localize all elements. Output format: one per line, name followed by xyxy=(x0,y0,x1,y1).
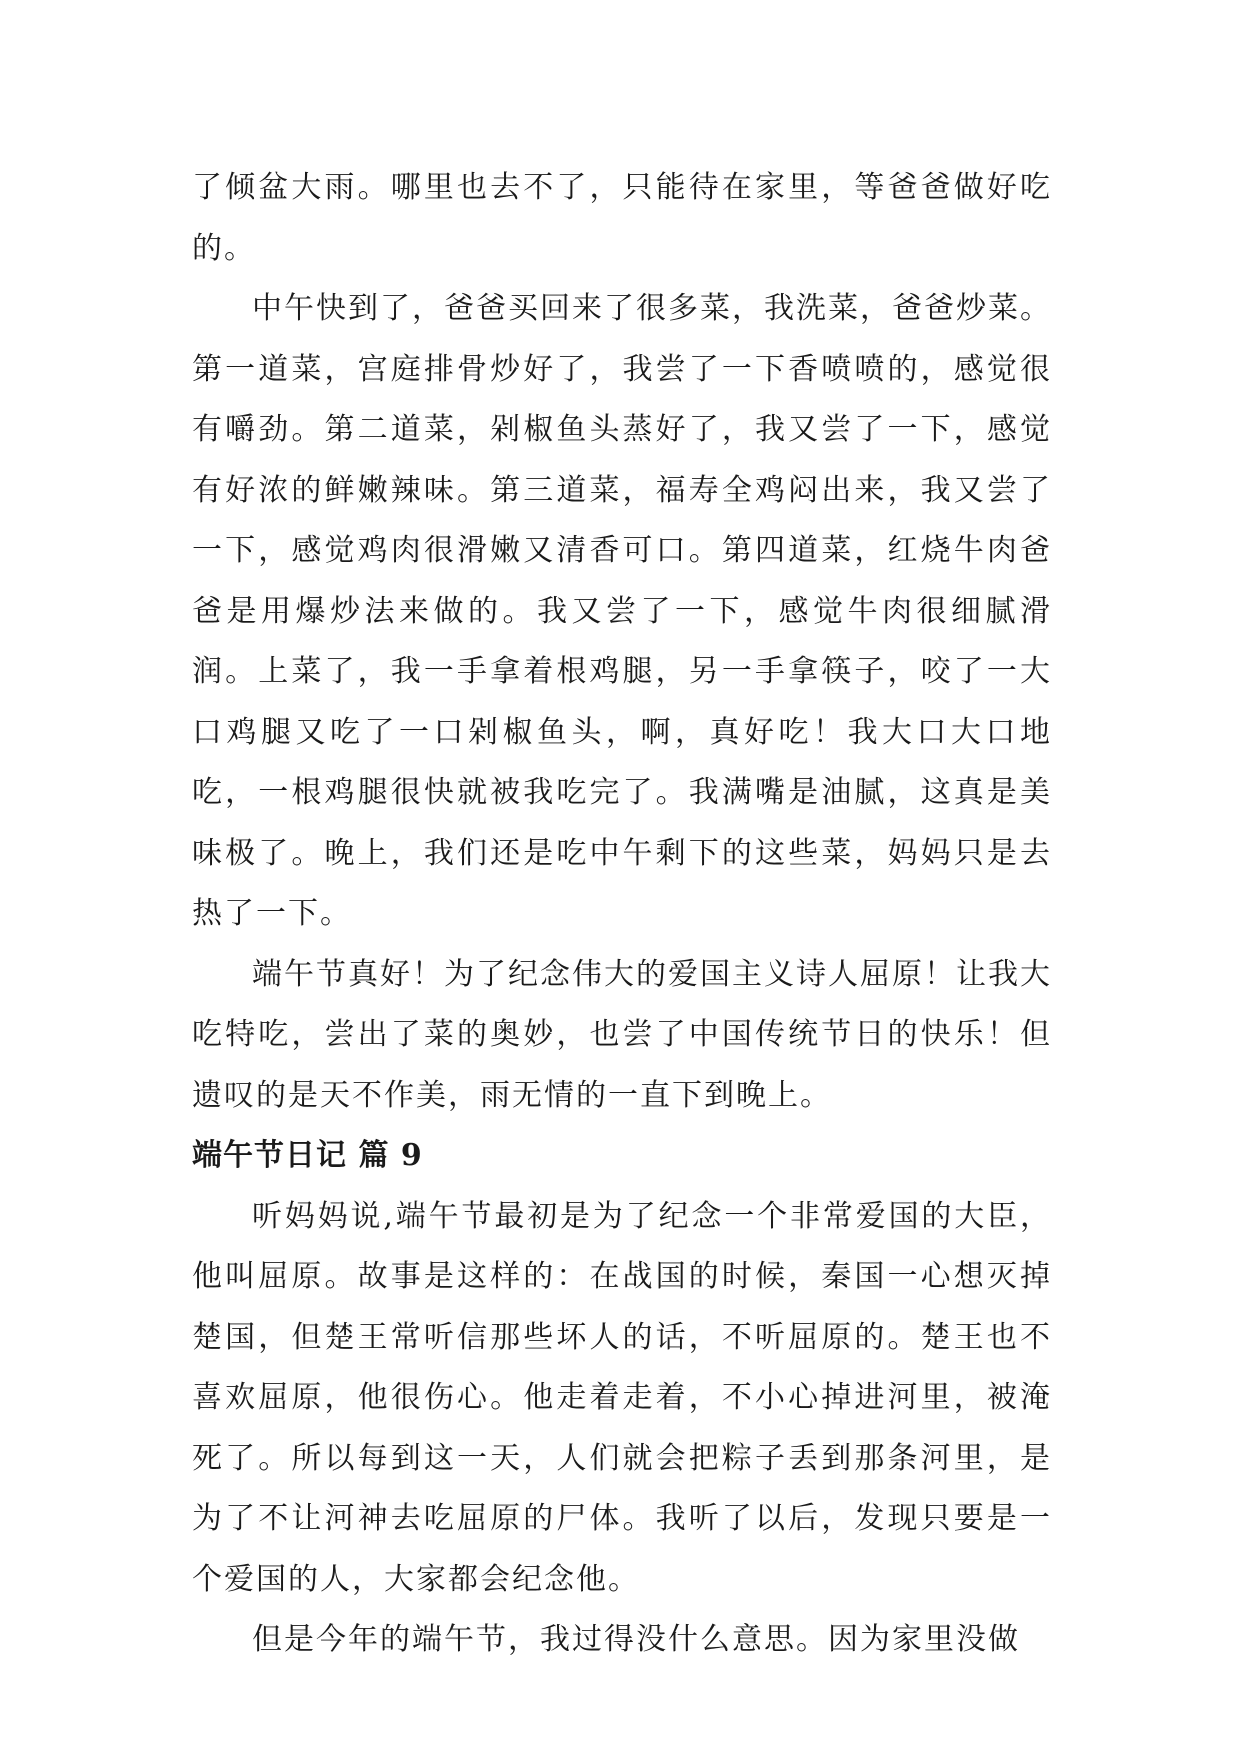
paragraph-5: 但是今年的端午节，我过得没什么意思。因为家里没做 xyxy=(252,1622,1020,1657)
paragraph-2: 中午快到了，爸爸买回来了很多菜，我洗菜，爸爸炒菜。第一道菜，宫庭排骨炒好了，我尝了一下香喷喷的，感觉很有嚼劲。第二道菜，剁椒鱼头蒸好了，我又尝了一下，感觉有好浓的鲜嫩辣味。第三道菜，福寿全鸡闷出来，我又尝了一下，感觉鸡肉很滑嫩又清香可口。第四道菜，红烧牛肉爸爸是用爆炒法来做的。我又尝了一下，感觉牛肉很细腻滑润。上菜了，我一手拿着根鸡腿，另一手拿筷子，咬了一大口鸡腿又吃了一口剁椒鱼头，啊，真好吃！我大口大口地吃，一根鸡腿很快就被我吃完了。我满嘴是油腻，这真是美味极了。晚上，我们还是吃中午剩下的这些菜，妈妈只是去热了一下。 xyxy=(192,291,1052,931)
document-page xyxy=(192,158,1052,1671)
section-heading: 端午节日记 篇 9 xyxy=(192,1138,423,1173)
paragraph-1: 了倾盆大雨。哪里也去不了，只能待在家里，等爸爸做好吃的。 xyxy=(192,170,1052,266)
paragraph-4: 听妈妈说,端午节最初是为了纪念一个非常爱国的大臣，他叫屈原。故事是这样的：在战国的时候，秦国一心想灭掉楚国，但楚王常听信那些坏人的话，不听屈原的。楚王也不喜欢屈原，他很伤心。他走着走着，不小心掉进河里，被淹死了。所以每到这一天，人们就会把粽子丢到那条河里，是为了不让河神去吃屈原的尸体。我听了以后，发现只要是一个爱国的人，大家都会纪念他。 xyxy=(192,1198,1052,1597)
paragraph-3: 端午节真好！为了纪念伟大的爱国主义诗人屈原！让我大吃特吃，尝出了菜的奥妙，也尝了中国传统节日的快乐！但遗叹的是天不作美，雨无情的一直下到晚上。 xyxy=(192,956,1052,1113)
